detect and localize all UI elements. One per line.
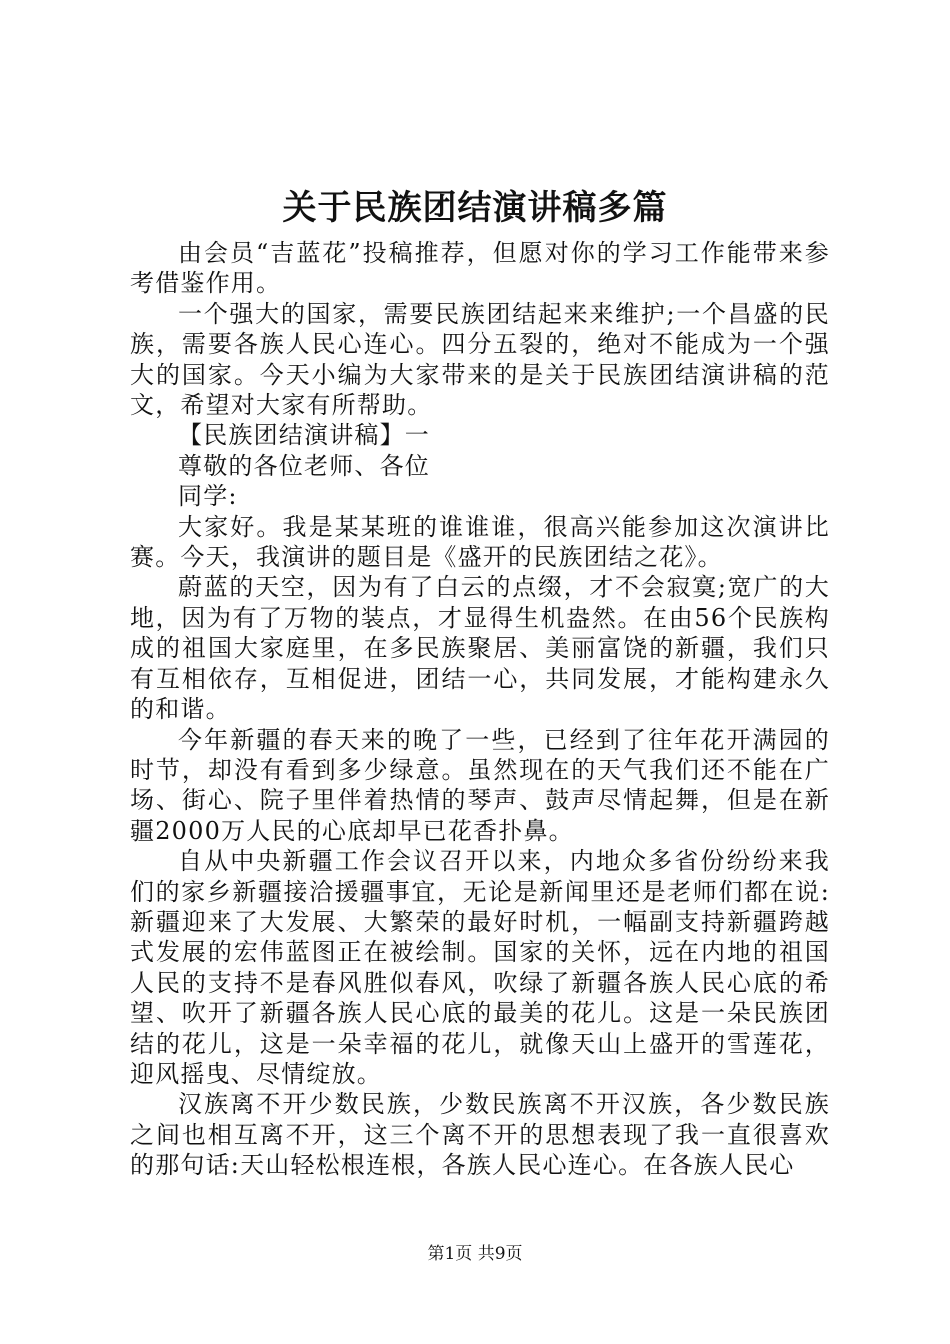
document-body <box>130 238 830 1181</box>
paragraph: 汉族离不开少数民族，少数民族离不开汉族，各少数民族之间也相互离不开，这三个离不开的思想表现了我一直很喜欢的那句话:天山轻松根连根，各族人民心连心。在各族人民心 <box>130 1090 830 1180</box>
salutation-line: 尊敬的各位老师、各位 <box>178 451 430 480</box>
paragraph: 一个强大的国家，需要民族团结起来来维护;一个昌盛的民族，需要各族人民心连心。四分五裂的，绝对不能成为一个强大的国家。今天小编为大家带来的是关于民族团结演讲稿的范文，希望对大家有所帮助。 <box>130 299 830 420</box>
page-footer: 第1页 共9页 <box>427 1244 523 1264</box>
paragraph: 由会员“吉蓝花”投稿推荐，但愿对你的学习工作能带来参考借鉴作用。 <box>130 239 830 298</box>
document-title: 关于民族团结演讲稿多篇 <box>282 188 668 228</box>
section-heading: 【民族团结演讲稿】一 <box>178 421 430 450</box>
paragraph: 自从中央新疆工作会议召开以来，内地众多省份纷纷来我们的家乡新疆接洽援疆事宜，无论是新闻里还是老师们都在说:新疆迎来了大发展、大繁荣的最好时机，一幅副支持新疆跨越式发展的宏伟蓝图正在被绘制。国家的关怀，远在内地的祖国人民的支持不是春风胜似春风，吹绿了新疆各族人民心底的希望、吹开了新疆各族人民心底的最美的花儿。这是一朵民族团结的花儿，这是一朵幸福的花儿，就像天山上盛开的雪莲花，迎风摇曳、尽情绽放。 <box>130 847 830 1088</box>
paragraph: 蔚蓝的天空，因为有了白云的点缀，才不会寂寞;宽广的大地，因为有了万物的装点，才显得生机盎然。在由56个民族构成的祖国大家庭里，在多民族聚居、美丽富饶的新疆，我们只有互相依存，互相促进，团结一心，共同发展，才能构建永久的和谐。 <box>130 573 830 724</box>
paragraph: 今年新疆的春天来的晚了一些，已经到了往年花开满园的时节，却没有看到多少绿意。虽然现在的天气我们还不能在广场、街心、院子里伴着热情的琴声、鼓声尽情起舞，但是在新疆2000万人民的心底却早已花香扑鼻。 <box>130 725 830 845</box>
salutation-line: 同学: <box>178 482 238 511</box>
paragraph: 大家好。我是某某班的谁谁谁，很高兴能参加这次演讲比赛。今天，我演讲的题目是《盛开的民族团结之花》。 <box>130 512 830 572</box>
